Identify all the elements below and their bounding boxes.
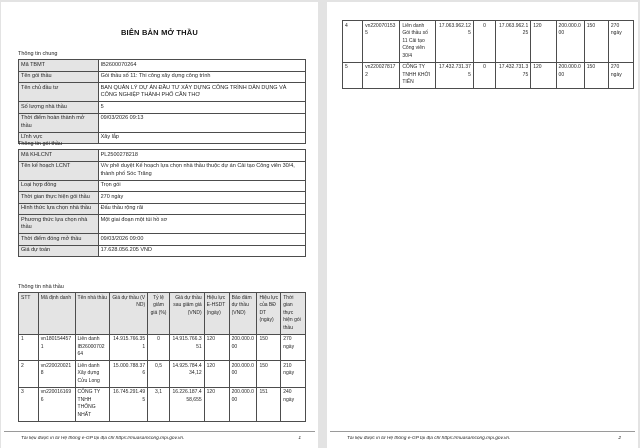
footer-text: Tài liệu được in từ Hệ thống e-GP tại địa chỉ https://muasamcong.mpi.gov.vn. (21, 436, 185, 441)
contractor-row (343, 62, 634, 89)
field-label: Lĩnh vực (19, 132, 99, 144)
table-cell: vn2200200218 (38, 361, 75, 388)
table-cell: 1 (19, 334, 39, 361)
table-cell: Liên danh Xây dựng Cửu Long (75, 361, 110, 388)
table-cell: CÔNG TY TNHH KHỞI TIẾN (400, 62, 435, 89)
table-cell: Liên danh Gói thầu số 11 Cải tạo Công viên 30/4 (400, 21, 435, 63)
table-cell: 200.000.000 (229, 361, 257, 388)
field-value: Một giai đoạn một túi hồ sơ (98, 215, 305, 234)
table-cell: 5 (343, 62, 363, 89)
table-cell: 17.432.731.375 (435, 62, 473, 89)
contractor-header-row (19, 293, 306, 335)
table-cell: CÔNG TY TNHH THỐNG NHẤT (75, 387, 110, 421)
field-label: Thời điểm hoàn thành mở thầu (19, 113, 99, 132)
section-heading-contractors: Thông tin nhà thầu (18, 284, 64, 290)
table-cell: 120 (531, 21, 556, 63)
table-cell: 120 (204, 387, 229, 421)
table-cell: 16.226.187.458,655 (169, 387, 204, 421)
table-cell: vn2200161696 (38, 387, 75, 421)
section-heading-general: Thông tin chung (18, 51, 58, 57)
contractor-table-page2-continuation (342, 20, 634, 89)
field-value: V/v phê duyệt Kế hoạch lựa chọn nhà thầu thuộc dự án Cải tạo Công viên 30/4, thành phố Sóc Trăng (98, 161, 305, 180)
table-cell: 200.000.000 (556, 62, 584, 89)
table-cell: 150 (584, 62, 608, 89)
table-cell: 270 ngày (608, 62, 633, 89)
field-value: PL2500278218 (98, 150, 305, 162)
table-cell: 200.000.000 (556, 21, 584, 63)
table-cell: 17.063.962.125 (435, 21, 473, 63)
table-cell: 0 (148, 334, 170, 361)
field-value: BAN QUẢN LÝ DỰ ÁN ĐẦU TƯ XÂY DỰNG CÔNG TRÌNH DÂN DỤNG VÀ CÔNG NGHIỆP THÀNH PHỐ CẦN THƠ (98, 83, 305, 102)
field-label: Số lượng nhà thầu (19, 102, 99, 114)
info-row (19, 234, 306, 246)
table-cell: 151 (257, 387, 281, 421)
table-cell: vn2200701535 (363, 21, 400, 63)
footer-text: Tài liệu được in từ Hệ thống e-GP tại địa chỉ https://muasamcong.mpi.gov.vn. (347, 436, 511, 441)
field-value: IB2600070264 (98, 60, 305, 72)
column-header: STT (19, 293, 39, 335)
table-cell: 3 (19, 387, 39, 421)
footer-rule (330, 431, 635, 432)
table-cell: 0 (473, 21, 495, 63)
contractor-row (19, 334, 306, 361)
info-row (19, 71, 306, 83)
column-header: Giá dự thầu (VND) (110, 293, 148, 335)
field-label: Tên gói thầu (19, 71, 99, 83)
field-label: Giá dự toán (19, 245, 99, 257)
page-number: 1 (298, 436, 301, 441)
field-label: Thời điểm đóng mở thầu (19, 234, 99, 246)
info-row (19, 192, 306, 204)
table-cell: 14.925.784.434,12 (169, 361, 204, 388)
field-label: Tên chủ đầu tư (19, 83, 99, 102)
field-value: 270 ngày (98, 192, 305, 204)
info-row (19, 83, 306, 102)
table-cell: 120 (531, 62, 556, 89)
table-cell: 120 (204, 334, 229, 361)
info-row (19, 245, 306, 257)
column-header: Hiệu lực E-HSDT (ngày) (204, 293, 229, 335)
column-header: Giá dự thầu sau giảm giá (VND) (169, 293, 204, 335)
footer-rule (4, 431, 315, 432)
table-cell: 2 (19, 361, 39, 388)
field-value: Gói thầu số 11: Thi công xây dựng công trình (98, 71, 305, 83)
table-cell: 270 ngày (281, 334, 306, 361)
table-cell: 240 ngày (281, 387, 306, 421)
field-label: Phương thức lựa chọn nhà thầu (19, 215, 99, 234)
field-label: Mã TBMT (19, 60, 99, 72)
package-info-table (18, 149, 306, 257)
field-value: Trọn gói (98, 180, 305, 192)
contractor-row (19, 387, 306, 421)
table-cell: 150 (584, 21, 608, 63)
table-cell: 0 (473, 62, 495, 89)
document-title: BIÊN BẢN MỞ THẦU (120, 28, 199, 37)
page-1 (1, 2, 318, 448)
contractor-row (19, 361, 306, 388)
section-heading-package: Thông tin gói thầu (18, 141, 63, 147)
column-header: Tên nhà thầu (75, 293, 110, 335)
info-row (19, 150, 306, 162)
table-cell: vn1801544571 (38, 334, 75, 361)
contractor-row (343, 21, 634, 63)
info-row (19, 203, 306, 215)
field-label: Mã KHLCNT (19, 150, 99, 162)
table-cell: 17.063.962.125 (496, 21, 531, 63)
field-value: 09/03/2026 09:13 (98, 113, 305, 132)
table-cell: 3,1 (148, 387, 170, 421)
page-number: 2 (618, 436, 621, 441)
column-header: Bảo đảm dự thầu (VND) (229, 293, 257, 335)
field-label: Hình thức lựa chọn nhà thầu (19, 203, 99, 215)
table-cell: 16.745.291.495 (110, 387, 148, 421)
table-cell: 150 (257, 334, 281, 361)
field-label: Tên kế hoạch LCNT (19, 161, 99, 180)
info-row (19, 180, 306, 192)
field-label: Thời gian thực hiện gói thầu (19, 192, 99, 204)
table-cell: 0,5 (148, 361, 170, 388)
column-header: Tỷ lệ giảm giá (%) (148, 293, 170, 335)
table-cell: 4 (343, 21, 363, 63)
column-header: Thời gian thực hiện gói thầu (281, 293, 306, 335)
field-value: 17.628.056.205 VND (98, 245, 305, 257)
field-value: Xây lắp (98, 132, 305, 144)
info-row (19, 102, 306, 114)
table-cell: 120 (204, 361, 229, 388)
general-info-table (18, 59, 306, 144)
field-value: 09/03/2026 09:00 (98, 234, 305, 246)
info-row (19, 60, 306, 72)
field-value: 5 (98, 102, 305, 114)
info-row (19, 161, 306, 180)
table-cell: 150 (257, 361, 281, 388)
table-cell: vn2200278172 (363, 62, 400, 89)
column-header: Hiệu lực của BĐ DT (ngày) (257, 293, 281, 335)
table-cell: 200.000.000 (229, 387, 257, 421)
table-cell: 15.000.788.376 (110, 361, 148, 388)
field-value: Đấu thầu rộng rãi (98, 203, 305, 215)
table-cell: 17.432.731.375 (496, 62, 531, 89)
contractor-table-page1 (18, 292, 306, 422)
column-header: Mã định danh (38, 293, 75, 335)
table-cell: 210 ngày (281, 361, 306, 388)
info-row (19, 113, 306, 132)
table-cell: Liên danh IB2600070264 (75, 334, 110, 361)
page-2 (327, 2, 638, 448)
table-cell: 200.000.000 (229, 334, 257, 361)
table-cell: 270 ngày (608, 21, 633, 63)
table-cell: 14.915.766.351 (169, 334, 204, 361)
field-label: Loại hợp đồng (19, 180, 99, 192)
info-row (19, 215, 306, 234)
table-cell: 14.915.766.351 (110, 334, 148, 361)
